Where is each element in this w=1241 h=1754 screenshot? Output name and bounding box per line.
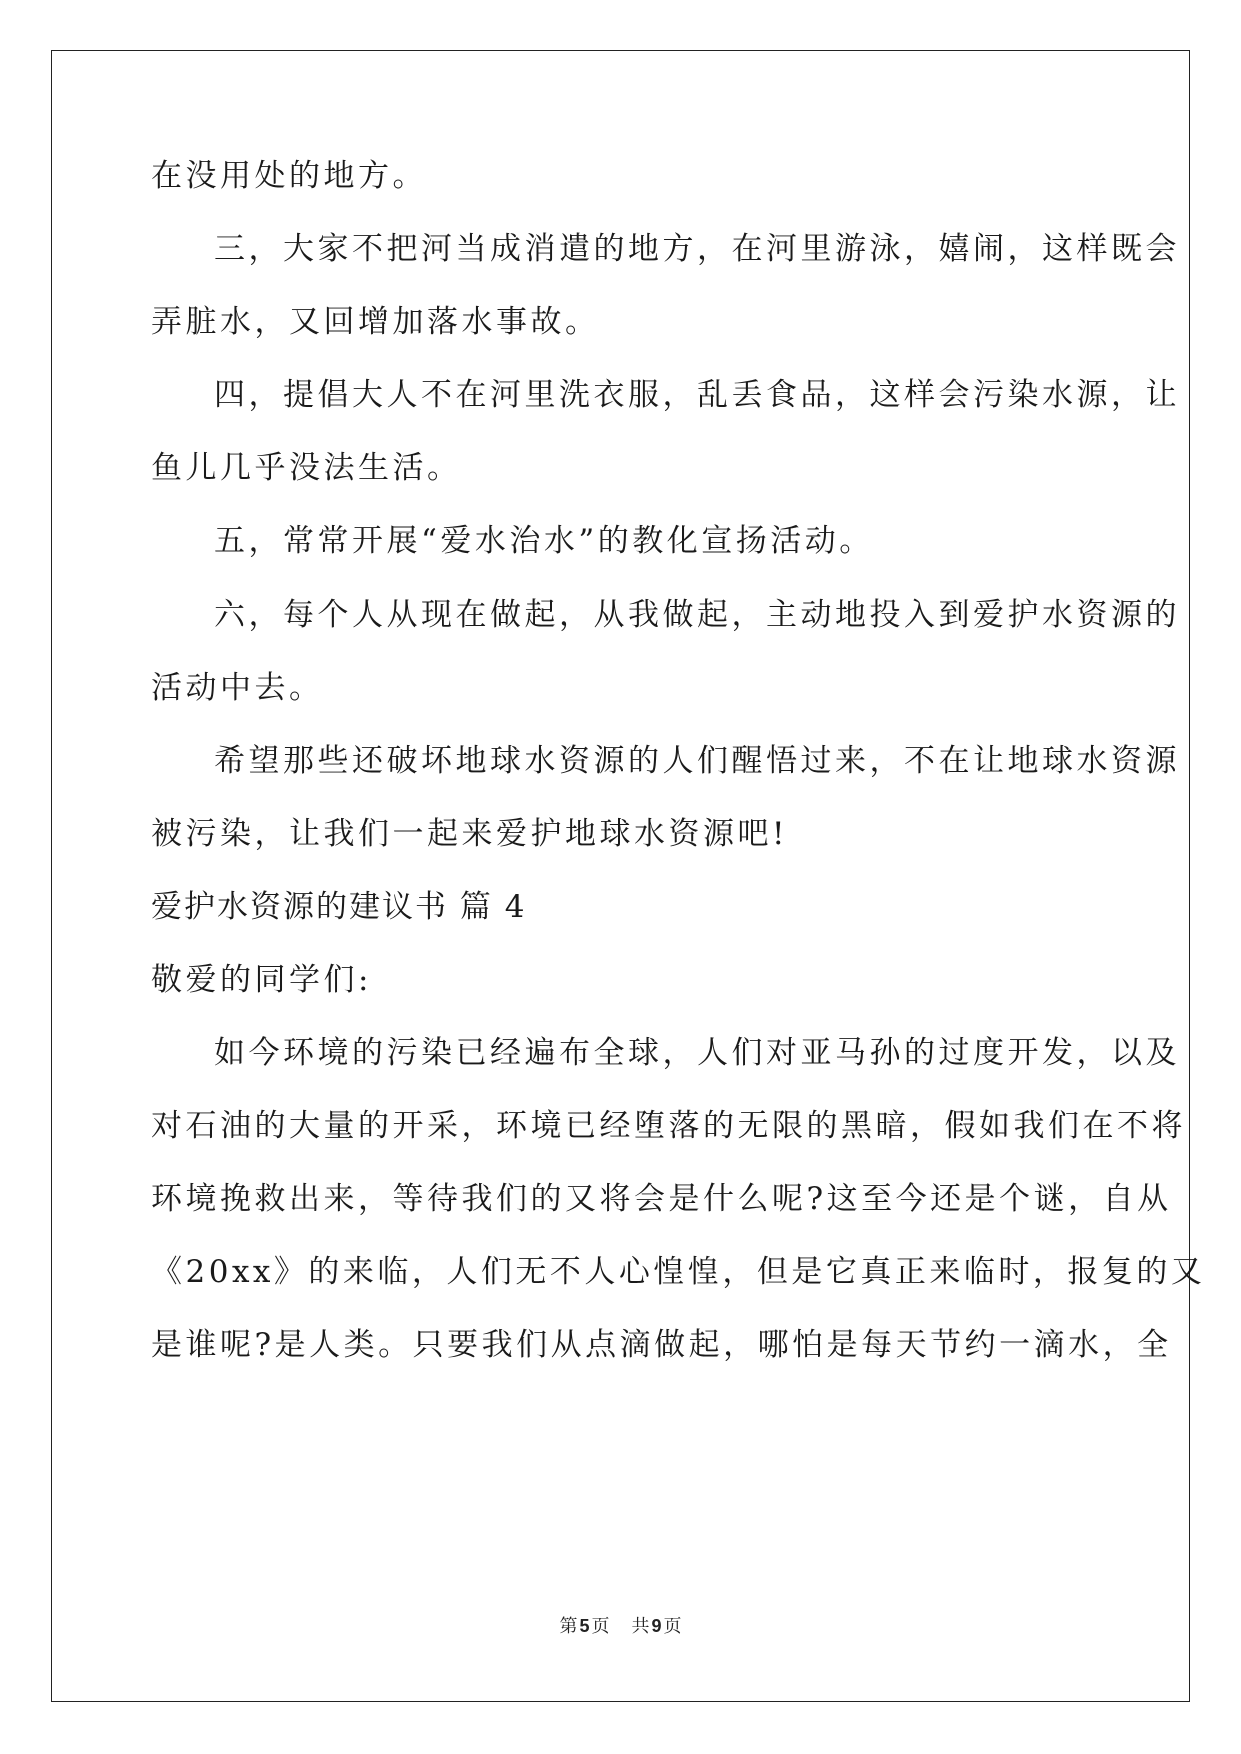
- text-line: 弄脏水，又回增加落水事故。: [151, 304, 600, 340]
- text-line: 被污染，让我们一起来爱护地球水资源吧!: [151, 816, 788, 852]
- text-line: 活动中去。: [151, 670, 324, 706]
- footer-total-prefix: 共: [631, 1616, 650, 1637]
- text-line: 鱼儿几乎没法生活。: [151, 450, 462, 486]
- section-heading: 爱护水资源的建议书 篇 4: [151, 889, 527, 925]
- text-line: 如今环境的污染已经遍布全球，人们对亚马孙的过度开发，以及: [214, 1035, 1180, 1071]
- footer-page-word: 页: [591, 1616, 610, 1637]
- footer-total-suffix: 页: [663, 1616, 682, 1637]
- text-line: 三，大家不把河当成消遣的地方，在河里游泳，嬉闹，这样既会: [214, 231, 1180, 267]
- current-page-number: 5: [579, 1616, 590, 1636]
- page-border: [51, 50, 1206, 1702]
- text-line: 对石油的大量的开采，环境已经堕落的无限的黑暗，假如我们在不将: [151, 1108, 1186, 1144]
- text-line: 四，提倡大人不在河里洗衣服，乱丢食品，这样会污染水源，让: [214, 377, 1180, 413]
- text-line: 《20xx》的来临，人们无不人心惶惶，但是它真正来临时，报复的又: [151, 1254, 1206, 1290]
- text-line: 希望那些还破坏地球水资源的人们醒悟过来，不在让地球水资源: [214, 743, 1180, 779]
- total-pages-number: 9: [651, 1616, 662, 1636]
- page-footer: [0, 1614, 1241, 1639]
- footer-prefix: 第: [559, 1616, 578, 1637]
- text-line: 环境挽救出来，等待我们的又将会是什么呢?这至今还是个谜，自从: [151, 1181, 1172, 1217]
- text-line: 在没用处的地方。: [151, 158, 427, 194]
- text-line: 是谁呢?是人类。只要我们从点滴做起，哪怕是每天节约一滴水，全: [151, 1327, 1172, 1363]
- text-line: 六，每个人从现在做起，从我做起，主动地投入到爱护水资源的: [214, 597, 1180, 633]
- salutation: 敬爱的同学们:: [151, 962, 372, 998]
- text-line: 五，常常开展“爱水治水”的教化宣扬活动。: [214, 523, 874, 559]
